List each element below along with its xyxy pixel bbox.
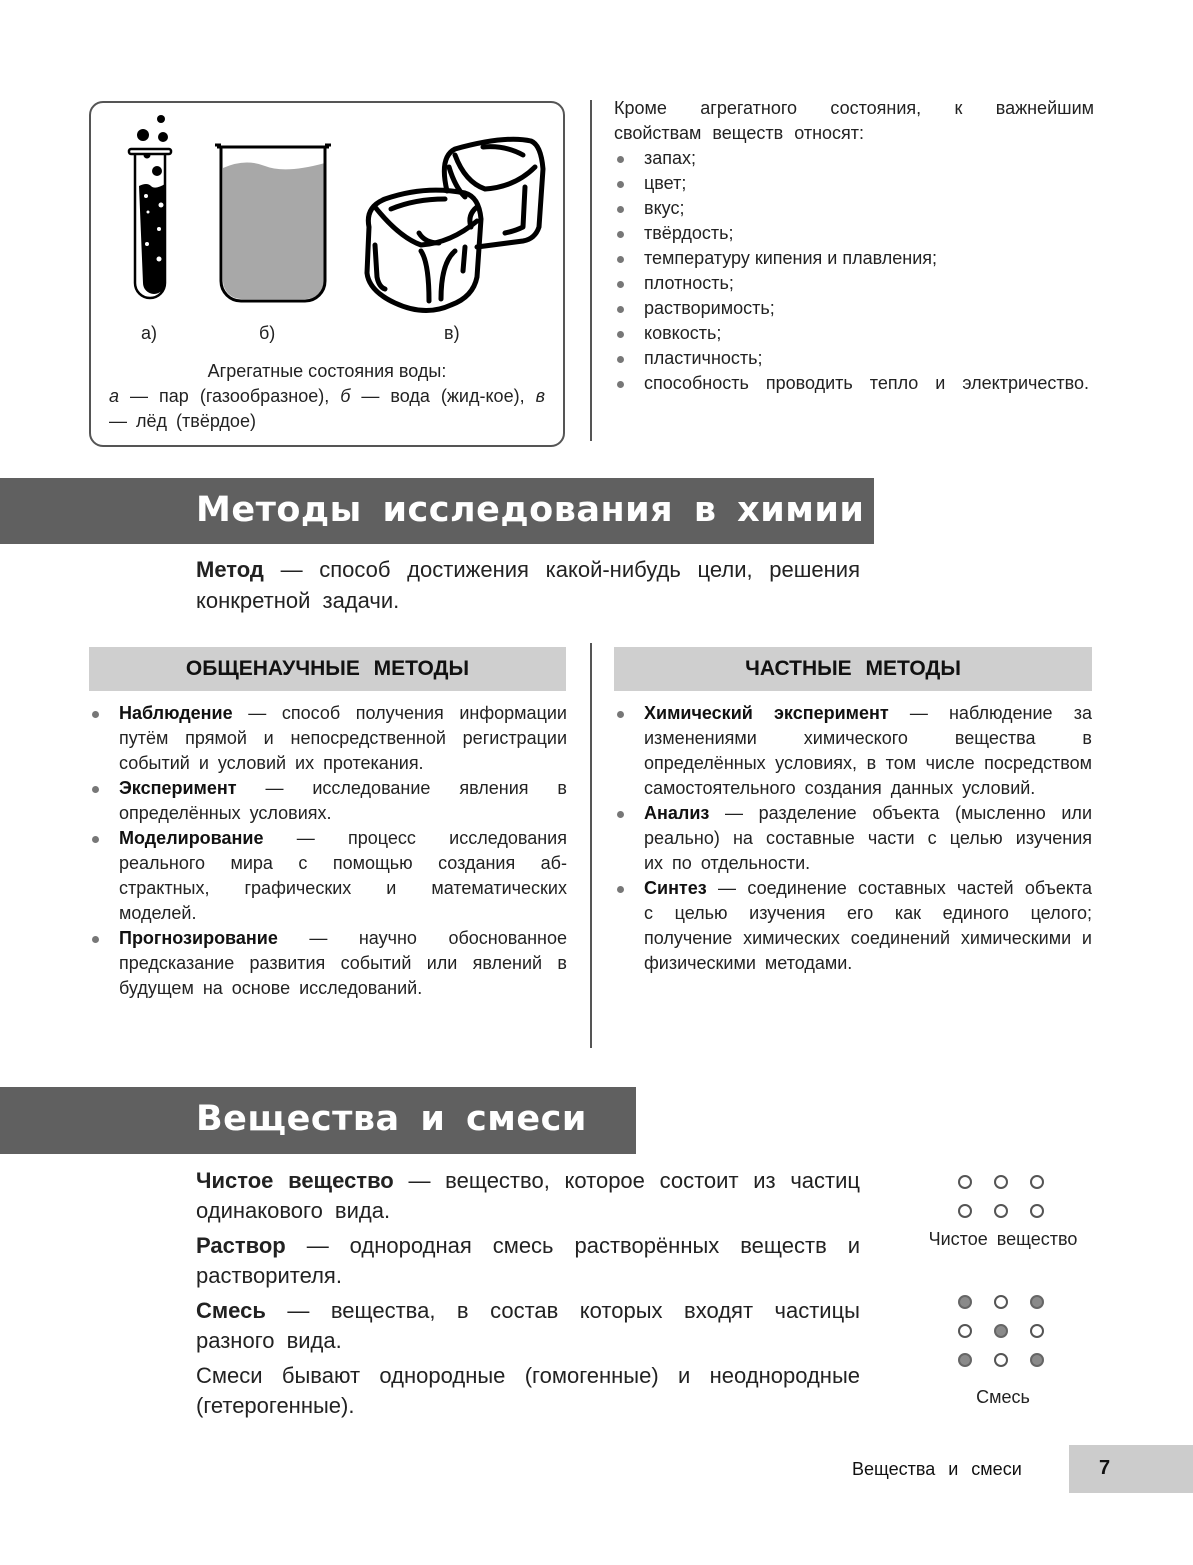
particle-other-kind [1030,1295,1044,1309]
caption-title: Агрегатные состояния воды: [207,361,447,381]
figure-water-states [89,101,565,447]
page-number-box [1069,1445,1193,1493]
definition: Раствор — однородная смесь растворённых веществ и растворителя. [196,1233,860,1288]
definition: Чистое вещество — вещество, которое состоит из частиц одинакового вида. [196,1168,860,1223]
beaker-water-icon [215,141,335,306]
particle [958,1324,972,1338]
definition-term: Метод [196,557,264,582]
list-item: Эксперимент — исследование явления в определённых условиях. [89,776,567,826]
particle [958,1204,972,1218]
list-item: Наблюдение — способ получения информации путём прямой и непосредственной регистрации событий и условий их протекания. [89,701,567,776]
list-item: способность проводить тепло и электричество. [614,371,1094,396]
general-methods-list [89,701,567,1001]
particle [1030,1175,1044,1189]
particle [994,1353,1008,1367]
footer-section-title: Вещества и смеси [852,1459,1022,1479]
particle-other-kind [994,1324,1008,1338]
caption-body: а — пар (газообразное), б — вода (жид-кое), в — лёд (твёрдое) [109,386,545,431]
particle [1030,1324,1044,1338]
particle [994,1175,1008,1189]
list-item: вкус; [614,196,1094,221]
column-divider [590,100,592,441]
column-heading-specific: ЧАСТНЫЕ МЕТОДЫ [614,647,1092,691]
list-item: Химический эксперимент — наблюдение за изменениями химического вещества в определённых условиях, в том числе посредством самостоятельного создания данных условий. [614,701,1092,801]
label-b: б) [259,323,276,343]
list-item: Анализ — разделение объекта (мысленно или реально) на составные части с целью изучения их по отдельности. [614,801,1092,876]
label-v: в) [444,323,460,343]
particle [994,1295,1008,1309]
definition-text: — способ достижения какой-нибудь цели, решения конкретной задачи. [196,557,860,613]
test-tube-vapor-icon [125,111,185,311]
list-item: твёрдость; [614,221,1094,246]
label-a: а) [141,323,158,343]
list-item: цвет; [614,171,1094,196]
section-title: Методы исследования в химии [196,490,865,530]
particle-other-kind [958,1295,972,1309]
list-item: ковкость; [614,321,1094,346]
list-item: температуру кипения и плавления; [614,246,1094,271]
particle [994,1204,1008,1218]
properties-items [614,146,1094,396]
definition: Смеси бывают однородные (гомогенные) и неоднородные (гетерогенные). [196,1363,860,1418]
properties-intro: Кроме агрегатного состояния, к важнейшим свойствам веществ относят: [614,98,1094,143]
method-definition [196,554,860,616]
properties-list [614,96,1094,396]
list-item: пластичность; [614,346,1094,371]
list-item: Моделирование — процесс исследования реального мира с помощью создания абстрактных, графических и математических моделей. [89,826,567,926]
particle-other-kind [1030,1353,1044,1367]
figure-caption [91,359,563,434]
page-number: 7 [1099,1457,1111,1479]
substances-definitions [196,1166,860,1426]
particle-other-kind [958,1353,972,1367]
mixture-diagram [950,1293,1050,1383]
specific-methods-list [614,701,1092,976]
section-banner-methods [0,478,874,544]
ice-cubes-icon [355,127,555,317]
pure-substance-label: Чистое вещество [928,1229,1078,1249]
section-banner-substances [0,1087,636,1154]
list-item: растворимость; [614,296,1094,321]
particle [1030,1204,1044,1218]
definition: Смесь — вещества, в состав которых входят частицы разного вида. [196,1298,860,1353]
list-item: Синтез — соединение составных частей объекта с целью изучения его как единого целого; получение химических соединений химическими и физическими методами. [614,876,1092,976]
column-divider [590,643,592,1048]
mixture-label: Смесь [976,1387,1030,1407]
particle [958,1175,972,1189]
list-item: плотность; [614,271,1094,296]
section-title: Вещества и смеси [196,1099,587,1139]
column-heading-general: ОБЩЕНАУЧНЫЕ МЕТОДЫ [89,647,566,691]
list-item: запах; [614,146,1094,171]
list-item: Прогнозирование — научно обоснованное предсказание развития событий или явлений в будущем на основе исследований. [89,926,567,1001]
